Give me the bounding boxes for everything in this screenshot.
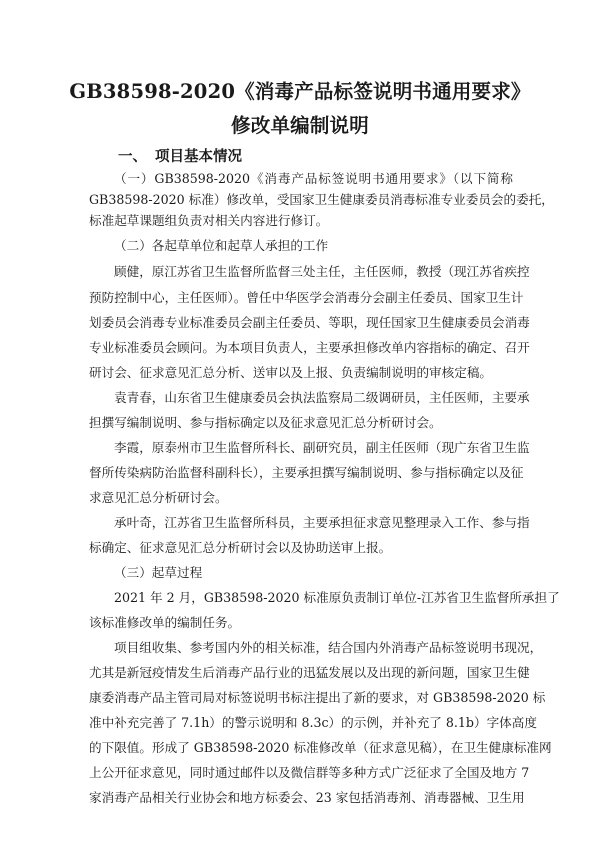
body-line: 求意见汇总分析研讨会。 [89, 490, 228, 505]
document-title: GB38598-2020《消毒产品标签说明书通用要求》 [69, 80, 531, 103]
body-line: 李霞，原泰州市卫生监督所科长、副研究员，副主任医师（现广东省卫生监 [114, 440, 530, 455]
body-line: 2021 年 2 月，GB38598-2020 标准原负责制订单位-江苏省卫生监督所承担了 [114, 590, 560, 605]
subsection-heading: （三）起草过程 [114, 565, 203, 580]
section-title: 项目基本情况 [155, 148, 242, 165]
section-heading [118, 145, 242, 166]
body-line: GB38598-2020 标准）修改单，受国家卫生健康委员消毒标准专业委员会的委托， [89, 192, 554, 207]
body-line: 家消毒产品相关行业协会和地方标委会、23 家包括消毒剂、消毒器械、卫生用 [89, 790, 525, 805]
body-line: 袁青春，山东省卫生健康委员会执法监察局二级调研员，主任医师，主要承 [114, 390, 530, 405]
body-line: 顾健，原江苏省卫生监督所监督三处主任，主任医师，教授（现江苏省疾控 [114, 264, 530, 279]
body-line: 预防控制中心，主任医师）。曾任中华医学会消毒分会副主任委员、国家卫生计 [89, 290, 524, 305]
body-line: 康委消毒产品主管司局对标签说明书标注提出了新的要求，对 GB38598-2020 标 [89, 690, 546, 705]
body-line: 承叶奇，江苏省卫生监督所科员，主要承担征求意见整理录入工作、参与指 [114, 515, 530, 530]
body-line: 该标准修改单的编制任务。 [89, 615, 241, 630]
body-line: 标准起草课题组负责对相关内容进行修订。 [89, 213, 329, 228]
body-line: 准中补充完善了 7.1h）的警示说明和 8.3c）的示例，并补充了 8.1b）字体高度 [89, 715, 537, 730]
subsection-heading: （二）各起草单位和起草人承担的工作 [114, 238, 329, 253]
body-line: 担撰写编制说明、参与指标确定以及征求意见汇总分析研讨会。 [89, 415, 442, 430]
body-line: 划委员会消毒专业标准委员会副主任委员、等职，现任国家卫生健康委员会消毒 [89, 315, 530, 330]
body-line: 标确定、征求意见汇总分析研讨会以及协助送审上报。 [89, 540, 392, 555]
body-line: 研讨会、征求意见汇总分析、送审以及上报、负责编制说明的审核定稿。 [89, 365, 492, 380]
document-subtitle: 修改单编制说明 [231, 114, 369, 137]
body-line: 专业标准委员会顾问。为本项目负责人，主要承担修改单内容指标的确定、召开 [89, 340, 530, 355]
body-line: 尤其是新冠疫情发生后消毒产品行业的迅猛发展以及出现的新问题，国家卫生健 [89, 665, 530, 680]
section-number: 一、 [118, 148, 147, 165]
body-line: 督所传染病防治监督科副科长），主要承担撰写编制说明、参与指标确定以及征 [89, 465, 524, 480]
body-line: 的下限值。形成了 GB38598-2020 标准修改单（征求意见稿），在卫生健康标准网 [89, 740, 552, 755]
body-line: 项目组收集、参考国内外的相关标准，结合国内外消毒产品标签说明书现况， [114, 640, 543, 655]
body-line: 上公开征求意见，同时通过邮件以及微信群等多种方式广泛征求了全国及地方 7 [89, 765, 530, 780]
body-line: （一）GB38598-2020《消毒产品标签说明书通用要求》（以下简称 [114, 171, 513, 186]
